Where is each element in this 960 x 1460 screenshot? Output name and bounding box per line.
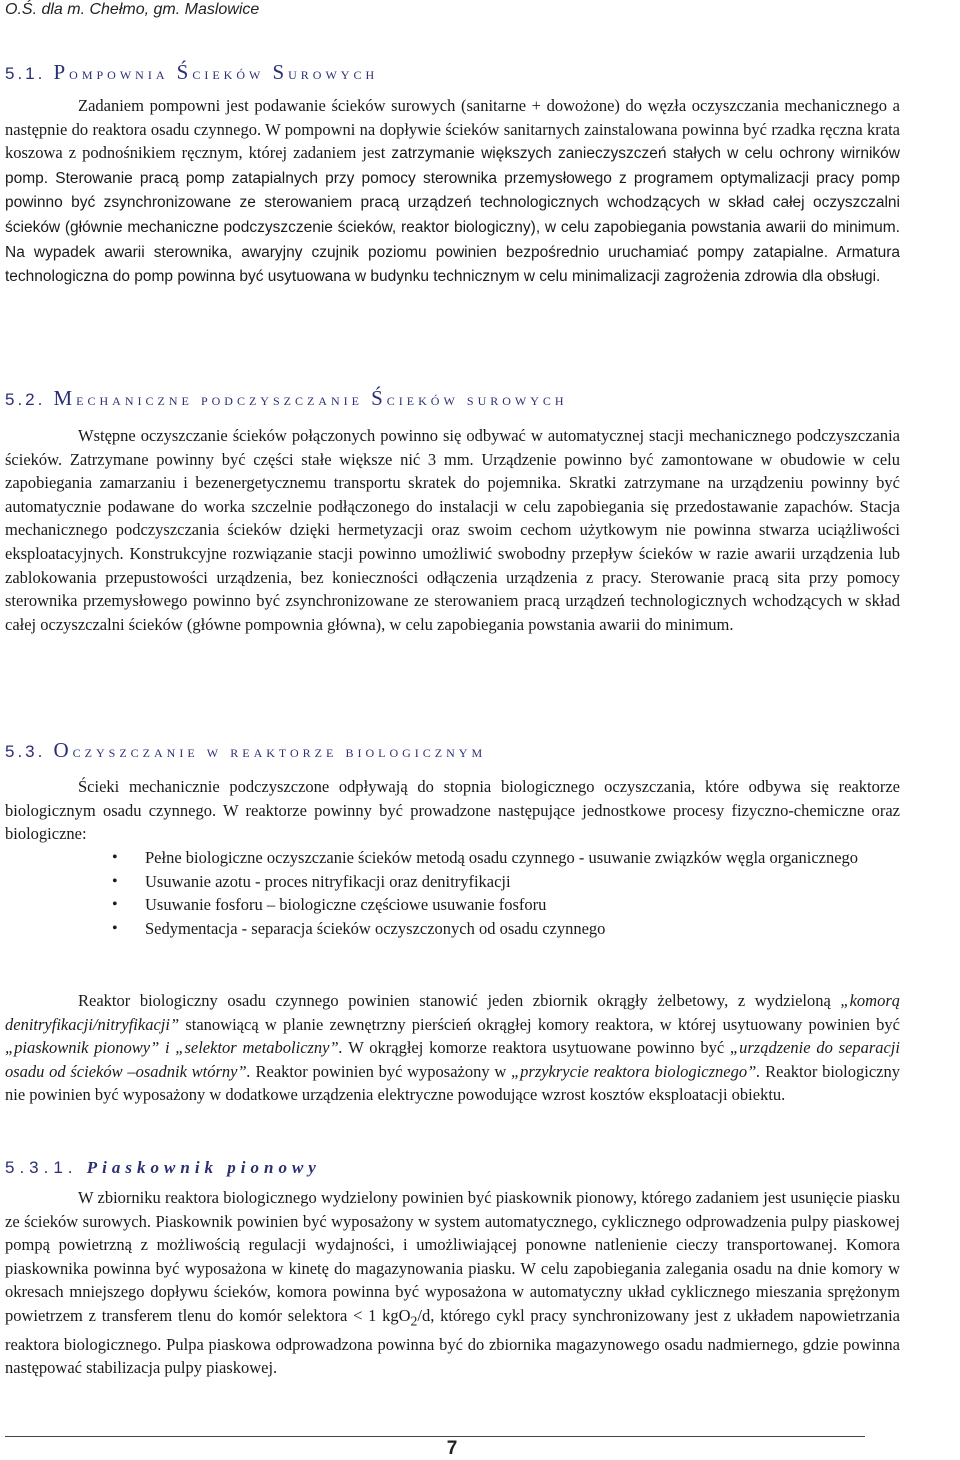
section-heading-5-2 [5,386,568,411]
bullet-icon: • [112,896,118,914]
bullet-icon: • [112,872,118,890]
list-item-text: Usuwanie fosforu – biologiczne częściowe usuwanie fosforu [145,895,547,915]
paragraph-5-3-1 [5,1186,900,1380]
paragraph-reactor [5,989,900,1107]
heading-word: surowych [466,390,568,409]
heading-word: urowych [288,64,379,83]
heading-word: cieków [192,64,265,83]
heading-initial: O [53,738,73,762]
paragraph-text: W okrągłej komorze reaktora usytuowane powinno być [342,1038,730,1058]
heading-word: czyszczanie w reaktorze biologicznym [72,742,487,761]
paragraph-5-3-intro: Ścieki mechanicznie podczyszczone odpływają do stopnia biologicznego oczyszczania, które odbywa się reaktorze biologicznym osadu czynnego. W reaktorze powinny być prowadzone następujące jednostkowe procesy fizyczno-chemiczne oraz biologiczne: [5,777,900,844]
list-item [5,870,900,894]
section-number: 5.1. [5,64,46,83]
italic-term: „piaskownik pionowy” i „selektor metaboliczny”. [5,1038,343,1058]
paragraph-text-sans: Sterowanie pracą pomp zatapialnych przy pomocy sterownika przemysłowego z programem optymalizacji pracy pomp powinno być zsynchronizowane ze sterowaniem pracą urządzeń technologicznych wchodzących w skład całej oczyszczalni ścieków (głównie mechaniczne podczyszczenie ścieków, reaktor biologiczny), w celu zapobiegania powstania awarii do minimum. Na wypadek awarii sterownika, awaryjny czujnik poziomu powinien bezpośrednio uruchamiać pompy zatapialne. Armatura technologiczna do pomp powinna być usytuowana w budynku technicznym w celu minimalizacji zagrożenia zdrowia dla obsługi. [5,169,900,286]
section-number: 5.2. [5,390,46,409]
heading-word: echaniczne podczyszczanie [76,390,363,409]
subscript: 2 [410,1313,418,1329]
paragraph-text-sans: zatrzymanie większych zanieczyszczeń stałych w celu ochrony wirników pomp. [5,145,900,187]
paragraph-text: Reaktor powinien być wyposażony w [250,1061,511,1081]
heading-initial: Ś [176,60,193,84]
subsection-heading-5-3-1 [5,1158,321,1178]
section-heading-5-3 [5,738,486,763]
page-number: 7 [446,1438,458,1459]
list-item [5,893,900,917]
paragraph-text: /d, którego cykl pracy synchronizowany jest z układem napowietrzania reaktora biologicznego. Pulpa piaskowa odprowadzona powinna być do zbiornika magazynowego osadu nadmiernego, gdzie powinna następować stabilizacja pulpy piaskowej. [5,1305,900,1378]
heading-initial: Ś [371,386,387,410]
bullet-icon: • [112,849,118,866]
section-number: 5.3. [5,742,46,761]
subsection-title: Piaskownik pionowy [86,1158,321,1177]
italic-term: „komorą denitryfikacji/nitryfikacji” [5,991,900,1034]
section-number: 5.3.1. [5,1158,78,1177]
heading-word: cieków [386,390,459,409]
italic-term: „urządzenie do separacji osadu od ścieków –osadnik wtórny”. [5,1038,900,1081]
footer-divider [5,1436,865,1437]
list-item-text: Usuwanie azotu - proces nitryfikacji oraz denitryfikacji [145,871,511,891]
list-item-text: Sedymentacja - separacja ścieków oczyszczonych od osadu czynnego [145,918,606,938]
paragraph-5-1 [5,94,900,289]
heading-word: ompownia [69,64,169,83]
paragraph-text: Zadaniem pompowni jest podawanie ścieków surowych (sanitarne + dowożone) do węzła oczyszczania mechanicznego a następnie do reaktora osadu czynnego. W pompowni na dopływie ścieków sanitarnych zainstalowana powinna być rzadka ręczna krata koszowa z podnośnikiem ręcznym, której zadaniem jest [5,96,900,163]
italic-term: „przykrycie reaktora biologicznego”. [510,1061,761,1081]
bullet-icon: • [112,919,118,937]
paragraph-text: Reaktor biologiczny osadu czynnego powinien stanowić jeden zbiornik okrągły żelbetowy, z wydzieloną [78,991,841,1010]
list-item [5,917,900,941]
paragraph-text: W zbiorniku reaktora biologicznego wydzielony powinien być piaskownik pionowy, którego zadaniem jest usunięcie piasku ze ścieków surowych. Piaskownik powinien być wyposażony w system automatycznego, cyklicznego odprowadzenia pulpy piaskowej pompą powietrzną z możliwością regulacji wydajności, i umożliwiającej ponowne natlenienie cieczy transportowanej. Komora piaskownika powinna być wyposażona w kinetę do magazynowania piasku. W celu zapobiegania zalegania osadu na dnie komory w okresach mniejszego dopływu ścieków, komora powinna być wyposażona w automatyczny układ cyklicznego mieszania sprężonym powietrzem z transferem tlenu do komór selektora < 1 kgO [5,1188,900,1325]
document-header: O.Ś. dla m. Chełmo, gm. Maslowice [5,1,260,18]
paragraph-text: Reaktor biologiczny nie powinien być wyposażony w dodatkowe urządzenia elektryczne powodujące wzrost kosztów eksploatacji obiektu. [5,1061,900,1105]
paragraph-text: stanowiącą w planie zewnętrzny pierścień okrągłej komory reaktora, w której usytuowany powinien być [179,1014,900,1034]
section-heading-5-1 [5,60,378,85]
list-item [5,846,900,870]
heading-initial: M [53,386,77,410]
heading-initial: S [272,60,289,84]
paragraph-5-2: Wstępne oczyszczanie ścieków połączonych powinno się odbywać w automatycznej stacji mechanicznego podczyszczania ścieków. Zatrzymane powinny być części stałe większe nić 3 mm. Urządzenie powinno być zamontowane w obudowie w celu zapobiegania zamarzaniu i bezenergetycznemu transportu skratek do pojemnika. Skratki zatrzymane na urządzeniu powinny być automatycznie podawane do worka szczelnie podłączonego do instalacji w celu zapobiegania się przedostawanie zapachów. Stacja mechanicznego podczyszczania ścieków dzięki hermetyzacji oraz swoim cechom użytkowym nie powinna stwarza uciążliwości eksploatacyjnych. Konstrukcyjne rozwiązanie stacji powinno umożliwić swobodny przepływ ścieków w razie awarii urządzenia lub zablokowania przepustowości urządzenia, bez konieczności odłączenia urządzenia z pracy. Sterowanie pracą sita przy pomocy sterownika przemysłowego powinno być zsynchronizowane ze sterowaniem pracą urządzeń technologicznych wchodzących w skład całej oczyszczalni ścieków (główne pompownia główna), w celu zapobiegania powstania awarii do minimum. [5,426,900,634]
list-item-text: Pełne biologiczne oczyszczanie ścieków metodą osadu czynnego - usuwanie związków węgla organicznego [145,848,859,867]
heading-initial: P [53,60,70,84]
process-list [5,846,900,940]
